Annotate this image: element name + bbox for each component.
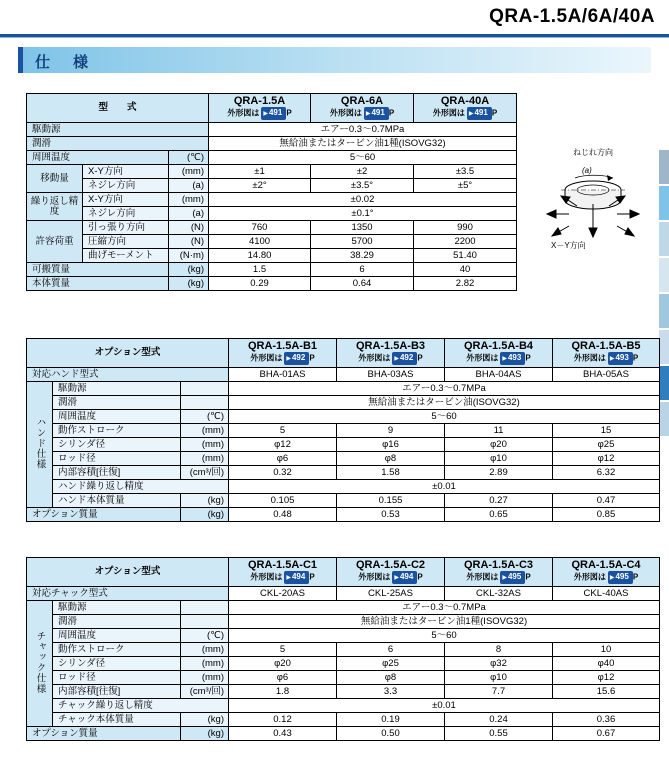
row-sub-label: チャック繰り返し精度 bbox=[53, 699, 229, 713]
row-value-span: ±0.01 bbox=[229, 699, 660, 713]
row-value: 0.36 bbox=[553, 713, 660, 727]
row-value: 5 bbox=[229, 643, 337, 657]
table-row bbox=[27, 643, 660, 657]
row-value: 2.82 bbox=[414, 277, 517, 291]
table-row bbox=[27, 671, 660, 685]
header-rule-light bbox=[0, 37, 669, 38]
row-value: 0.65 bbox=[445, 508, 553, 522]
row-sub-label: 圧縮方向 bbox=[83, 235, 169, 249]
table-head-row bbox=[27, 558, 660, 587]
row-value: 5700 bbox=[311, 235, 414, 249]
illustration-alpha-label: (a) bbox=[582, 166, 592, 175]
table-row bbox=[27, 466, 660, 480]
model-name: QRA-1.5A-C4 bbox=[571, 558, 641, 571]
drawing-page-chip[interactable]: ▶ 492 bbox=[284, 352, 309, 365]
row-value: 1.5 bbox=[209, 263, 311, 277]
model-name: QRA-1.5A-C1 bbox=[247, 558, 318, 571]
row-value-span: エアー0.3～0.7MPa bbox=[209, 123, 517, 137]
drawing-page-chip[interactable]: ▶ 491 bbox=[261, 107, 286, 120]
chuck-model-col-1: QRA-1.5A-C1 外形図は ▶ 494 P bbox=[229, 558, 337, 587]
row-value: 0.85 bbox=[553, 508, 660, 522]
table-row bbox=[27, 587, 660, 601]
chuck-compat-label: 対応チャック型式 bbox=[27, 587, 229, 601]
table-row bbox=[27, 713, 660, 727]
row-unit: (N·m) bbox=[169, 249, 209, 263]
hand-model-col-4: QRA-1.5A-B5 外形図は ▶ 493 P bbox=[553, 339, 660, 368]
row-unit: (kg) bbox=[181, 494, 229, 508]
table-row bbox=[27, 165, 517, 179]
row-sub-label: シリンダ径 bbox=[53, 657, 181, 671]
row-sub-label: 駆動源 bbox=[53, 382, 181, 396]
row-value: φ12 bbox=[553, 452, 660, 466]
row-unit: (cm³/回) bbox=[181, 466, 229, 480]
drawing-page-chip[interactable]: ▶ 493 bbox=[608, 352, 633, 365]
row-value: 0.48 bbox=[229, 508, 337, 522]
row-sub-label: X-Y方向 bbox=[83, 193, 169, 207]
row-value: 0.24 bbox=[445, 713, 553, 727]
main-model-col-2: QRA-6A 外形図は ▶ 491 P bbox=[311, 94, 414, 123]
table-row bbox=[27, 452, 660, 466]
row-value: 9 bbox=[337, 424, 445, 438]
row-value: 11 bbox=[445, 424, 553, 438]
row-value: φ16 bbox=[337, 438, 445, 452]
hand-model-col-3: QRA-1.5A-B4 外形図は ▶ 493 P bbox=[445, 339, 553, 368]
row-unit: (kg) bbox=[181, 508, 229, 522]
table-row bbox=[27, 193, 517, 207]
drawing-label: 外形図は bbox=[573, 353, 606, 363]
row-unit: (mm) bbox=[181, 438, 229, 452]
hand-option-table bbox=[26, 338, 660, 522]
row-value: 8 bbox=[445, 643, 553, 657]
section-title: 仕 様 bbox=[35, 54, 93, 71]
drawing-label: 外形図は bbox=[329, 108, 362, 118]
row-value: 2.89 bbox=[445, 466, 553, 480]
row-unit: (kg) bbox=[169, 277, 209, 291]
table-row bbox=[27, 368, 660, 382]
model-name: QRA-1.5A-B1 bbox=[247, 339, 318, 352]
hand-model-col-2: QRA-1.5A-B3 外形図は ▶ 492 P bbox=[337, 339, 445, 368]
main-model-col-3: QRA-40A 外形図は ▶ 491 P bbox=[414, 94, 517, 123]
row-sub-label: ネジレ方向 bbox=[83, 179, 169, 193]
table-row bbox=[27, 123, 517, 137]
row-sub-label: 動作ストローク bbox=[53, 424, 181, 438]
row-unit: (mm) bbox=[181, 657, 229, 671]
row-value: ±2° bbox=[209, 179, 311, 193]
drawing-page-chip[interactable]: ▶ 491 bbox=[364, 107, 389, 120]
row-sub-label: 内部容積[往復] bbox=[53, 466, 181, 480]
row-sub-label: 周囲温度 bbox=[53, 410, 181, 424]
row-value: 40 bbox=[414, 263, 517, 277]
row-value: ±2 bbox=[311, 165, 414, 179]
row-unit: (a) bbox=[169, 179, 209, 193]
row-unit: (N) bbox=[169, 221, 209, 235]
drawing-label: 外形図は bbox=[358, 353, 391, 363]
row-unit: (mm) bbox=[181, 671, 229, 685]
hand-compat-label: 対応ハンド型式 bbox=[27, 368, 229, 382]
model-name: QRA-1.5A-B3 bbox=[355, 339, 426, 352]
row-value: 0.12 bbox=[229, 713, 337, 727]
row-value-span: 無給油またはタービン油(ISOVG32) bbox=[229, 396, 660, 410]
row-value: φ10 bbox=[445, 452, 553, 466]
model-name: QRA-6A bbox=[340, 94, 384, 107]
row-sub-label: 引っ張り方向 bbox=[83, 221, 169, 235]
row-value: BHA-01AS bbox=[229, 368, 337, 382]
row-sub-label: シリンダ径 bbox=[53, 438, 181, 452]
table-row bbox=[27, 424, 660, 438]
drawing-page-chip[interactable]: ▶ 494 bbox=[392, 571, 417, 584]
row-unit: (mm) bbox=[181, 424, 229, 438]
row-value: φ12 bbox=[553, 671, 660, 685]
row-unit: (kg) bbox=[169, 263, 209, 277]
row-sub-label: 動作ストローク bbox=[53, 643, 181, 657]
row-unit bbox=[181, 382, 229, 396]
drawing-label: 外形図は bbox=[250, 572, 283, 582]
side-tab-7 bbox=[659, 366, 669, 400]
table-row bbox=[27, 382, 660, 396]
table-row bbox=[27, 508, 660, 522]
model-name: QRA-1.5A-B5 bbox=[571, 339, 641, 352]
table-row bbox=[27, 685, 660, 699]
table-row bbox=[27, 410, 660, 424]
row-value-span: ±0.01 bbox=[229, 480, 660, 494]
row-value-span: ±0.1° bbox=[209, 207, 517, 221]
row-value: 1.58 bbox=[337, 466, 445, 480]
table-row bbox=[27, 179, 517, 193]
table-row bbox=[27, 396, 660, 410]
drawing-label: 外形図は bbox=[358, 572, 391, 582]
row-unit: (℃) bbox=[181, 410, 229, 424]
row-value-span: エアー0.3～0.7MPa bbox=[229, 382, 660, 396]
table-row bbox=[27, 151, 517, 165]
row-value: ±3.5 bbox=[414, 165, 517, 179]
row-value: BHA-03AS bbox=[337, 368, 445, 382]
row-value: ±1 bbox=[209, 165, 311, 179]
chuck-footer-label: オプション質量 bbox=[27, 727, 181, 741]
row-sub-label: 駆動源 bbox=[53, 601, 181, 615]
main-model-col-1: QRA-1.5A 外形図は ▶ 491 P bbox=[209, 94, 311, 123]
model-name: QRA-1.5A bbox=[233, 94, 286, 107]
row-value: CKL-20AS bbox=[229, 587, 337, 601]
row-sub-label: X-Y方向 bbox=[83, 165, 169, 179]
drawing-label: 外形図は bbox=[250, 353, 283, 363]
model-name: QRA-1.5A-C3 bbox=[463, 558, 534, 571]
row-value: 7.7 bbox=[445, 685, 553, 699]
row-label: 可搬質量 bbox=[27, 263, 169, 277]
drawing-label: 外形図は bbox=[466, 572, 499, 582]
hand-footer-label: オプション質量 bbox=[27, 508, 181, 522]
row-unit: (mm) bbox=[169, 165, 209, 179]
row-value-span: エアー0.3～0.7MPa bbox=[229, 601, 660, 615]
row-value: 2200 bbox=[414, 235, 517, 249]
row-value: 14.80 bbox=[209, 249, 311, 263]
row-value: 0.43 bbox=[229, 727, 337, 741]
row-label: 駆動源 bbox=[27, 123, 209, 137]
row-value-span: 5～60 bbox=[229, 629, 660, 643]
table-row bbox=[27, 438, 660, 452]
row-value-span: 無給油またはタービン油1種(ISOVG32) bbox=[209, 137, 517, 151]
row-label: 潤滑 bbox=[27, 137, 209, 151]
table-row bbox=[27, 629, 660, 643]
row-value: φ10 bbox=[445, 671, 553, 685]
row-label: 周囲温度 bbox=[27, 151, 169, 165]
side-tab-6 bbox=[659, 330, 669, 364]
table-row bbox=[27, 249, 517, 263]
row-group-label: 移動量 bbox=[27, 165, 83, 193]
row-sub-label: 周囲温度 bbox=[53, 629, 181, 643]
row-value: 0.50 bbox=[337, 727, 445, 741]
row-sub-label: ロッド径 bbox=[53, 452, 181, 466]
drawing-page-chip[interactable]: ▶ 495 bbox=[608, 571, 633, 584]
row-value: 5 bbox=[229, 424, 337, 438]
model-name: QRA-40A bbox=[440, 94, 490, 107]
xy-direction-label: X－Y方向 bbox=[551, 241, 586, 250]
chuck-group-label: チャック仕様 bbox=[27, 601, 53, 727]
row-label: 本体質量 bbox=[27, 277, 169, 291]
row-value: 0.47 bbox=[553, 494, 660, 508]
table-row bbox=[27, 494, 660, 508]
row-value: 15 bbox=[553, 424, 660, 438]
page-title: QRA-1.5A/6A/40A bbox=[489, 6, 655, 27]
row-sub-label: 曲げモーメント bbox=[83, 249, 169, 263]
table-head-row bbox=[27, 94, 517, 123]
chuck-option-table bbox=[26, 557, 660, 741]
row-value: φ6 bbox=[229, 452, 337, 466]
row-value: 0.19 bbox=[337, 713, 445, 727]
table-row bbox=[27, 263, 517, 277]
table-row bbox=[27, 207, 517, 221]
drawing-label: 外形図は bbox=[466, 353, 499, 363]
row-value: 0.53 bbox=[337, 508, 445, 522]
table-row bbox=[27, 235, 517, 249]
row-unit: (N) bbox=[169, 235, 209, 249]
table-row bbox=[27, 480, 660, 494]
table-head-row bbox=[27, 339, 660, 368]
row-unit: (kg) bbox=[181, 713, 229, 727]
row-sub-label: ハンド繰り返し精度 bbox=[53, 480, 229, 494]
row-unit bbox=[181, 601, 229, 615]
hand-group-label: ハンド仕様 bbox=[27, 382, 53, 508]
row-unit: (℃) bbox=[181, 629, 229, 643]
row-value: 1.8 bbox=[229, 685, 337, 699]
main-spec-table bbox=[26, 93, 517, 291]
drawing-page-chip[interactable]: ▶ 494 bbox=[284, 571, 309, 584]
row-value-span: 5～60 bbox=[229, 410, 660, 424]
row-unit bbox=[181, 615, 229, 629]
row-value-span: 5～60 bbox=[209, 151, 517, 165]
coupling-diagram-svg bbox=[525, 174, 665, 270]
row-unit: (mm) bbox=[169, 193, 209, 207]
row-value: 6 bbox=[337, 643, 445, 657]
row-unit: (a) bbox=[169, 207, 209, 221]
row-value: BHA-04AS bbox=[445, 368, 553, 382]
row-sub-label: ネジレ方向 bbox=[83, 207, 169, 221]
row-value: 15.6 bbox=[553, 685, 660, 699]
chuck-model-col-3: QRA-1.5A-C3 外形図は ▶ 495 P bbox=[445, 558, 553, 587]
row-value: 38.29 bbox=[311, 249, 414, 263]
table-row bbox=[27, 221, 517, 235]
table-row bbox=[27, 727, 660, 741]
row-value: 0.27 bbox=[445, 494, 553, 508]
table-row bbox=[27, 699, 660, 713]
table-row bbox=[27, 277, 517, 291]
row-value: φ20 bbox=[445, 438, 553, 452]
row-sub-label: 潤滑 bbox=[53, 615, 181, 629]
drawing-page-chip[interactable]: ▶ 492 bbox=[392, 352, 417, 365]
chuck-model-col-4: QRA-1.5A-C4 外形図は ▶ 495 P bbox=[553, 558, 660, 587]
section-banner bbox=[18, 47, 651, 73]
row-sub-label: 潤滑 bbox=[53, 396, 181, 410]
row-group-label: 繰り返し精度 bbox=[27, 193, 83, 221]
row-value: φ25 bbox=[337, 657, 445, 671]
row-value: CKL-32AS bbox=[445, 587, 553, 601]
row-sub-label: 内部容積[往復] bbox=[53, 685, 181, 699]
row-value-span: 無給油またはタービン油1種(ISOVG32) bbox=[229, 615, 660, 629]
table-row bbox=[27, 615, 660, 629]
drawing-page-chip[interactable]: ▶ 493 bbox=[500, 352, 525, 365]
row-value: 4100 bbox=[209, 235, 311, 249]
row-value: 990 bbox=[414, 221, 517, 235]
row-sub-label: ハンド本体質量 bbox=[53, 494, 181, 508]
side-tab-5 bbox=[659, 294, 669, 328]
row-value: φ20 bbox=[229, 657, 337, 671]
hand-model-col-1: QRA-1.5A-B1 外形図は ▶ 492 P bbox=[229, 339, 337, 368]
twist-direction-illustration bbox=[525, 148, 665, 268]
illustration-caption: ねじれ方向 bbox=[573, 148, 613, 157]
row-value: 51.40 bbox=[414, 249, 517, 263]
row-unit: (℃) bbox=[169, 151, 209, 165]
row-value: φ6 bbox=[229, 671, 337, 685]
row-value: 0.64 bbox=[311, 277, 414, 291]
row-value: φ40 bbox=[553, 657, 660, 671]
row-value: 0.155 bbox=[337, 494, 445, 508]
row-value: 0.29 bbox=[209, 277, 311, 291]
row-group-label: 許容荷重 bbox=[27, 221, 83, 263]
row-unit: (mm) bbox=[181, 452, 229, 466]
row-value: φ25 bbox=[553, 438, 660, 452]
row-value: CKL-40AS bbox=[553, 587, 660, 601]
drawing-label: 外形図は bbox=[227, 108, 260, 118]
row-unit bbox=[181, 396, 229, 410]
table-row bbox=[27, 657, 660, 671]
row-value: 0.32 bbox=[229, 466, 337, 480]
main-head-label: 型 式 bbox=[27, 94, 209, 123]
row-value: φ32 bbox=[445, 657, 553, 671]
row-value: φ8 bbox=[337, 671, 445, 685]
row-value: 6.32 bbox=[553, 466, 660, 480]
drawing-page-chip[interactable]: ▶ 491 bbox=[467, 107, 492, 120]
model-name: QRA-1.5A-C2 bbox=[355, 558, 426, 571]
row-value: CKL-25AS bbox=[337, 587, 445, 601]
hand-head-label: オプション型式 bbox=[27, 339, 229, 368]
row-value: 10 bbox=[553, 643, 660, 657]
row-value: 3.3 bbox=[337, 685, 445, 699]
row-value: 0.55 bbox=[445, 727, 553, 741]
drawing-label: 外形図は bbox=[573, 572, 606, 582]
row-value: 1350 bbox=[311, 221, 414, 235]
drawing-page-chip[interactable]: ▶ 495 bbox=[500, 571, 525, 584]
model-name: QRA-1.5A-B4 bbox=[463, 339, 534, 352]
row-value: 0.67 bbox=[553, 727, 660, 741]
row-value: ±5° bbox=[414, 179, 517, 193]
row-sub-label: ロッド径 bbox=[53, 671, 181, 685]
table-row bbox=[27, 601, 660, 615]
drawing-label: 外形図は bbox=[432, 108, 465, 118]
row-unit: (cm³/回) bbox=[181, 685, 229, 699]
row-value: φ12 bbox=[229, 438, 337, 452]
row-value: ±3.5° bbox=[311, 179, 414, 193]
row-value: BHA-05AS bbox=[553, 368, 660, 382]
side-tab-8 bbox=[659, 402, 669, 436]
chuck-model-col-2: QRA-1.5A-C2 外形図は ▶ 494 P bbox=[337, 558, 445, 587]
row-value-span: ±0.02 bbox=[209, 193, 517, 207]
row-value: 6 bbox=[311, 263, 414, 277]
row-unit: (mm) bbox=[181, 643, 229, 657]
chuck-head-label: オプション型式 bbox=[27, 558, 229, 587]
table-row bbox=[27, 137, 517, 151]
row-sub-label: チャック本体質量 bbox=[53, 713, 181, 727]
row-value: φ8 bbox=[337, 452, 445, 466]
row-unit: (kg) bbox=[181, 727, 229, 741]
row-value: 0.105 bbox=[229, 494, 337, 508]
row-value: 760 bbox=[209, 221, 311, 235]
